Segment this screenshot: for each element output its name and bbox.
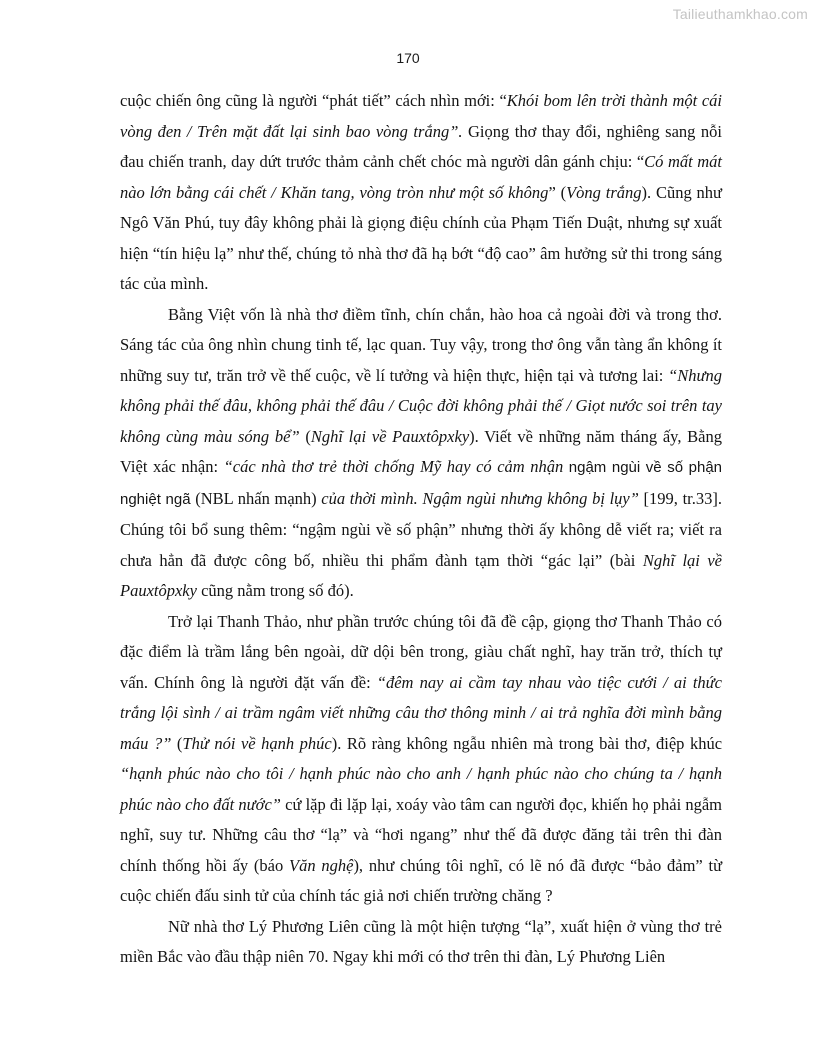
italic-text: Nghĩ lại về Pauxtôpxky (120, 550, 723, 600)
italic-text: Văn nghệ (289, 855, 354, 875)
text-run: ( (171, 733, 183, 753)
text-run: Bằng Việt vốn là nhà thơ điềm tĩnh, chín chắn, hào hoa cả ngoài đời và trong thơ. Sáng tác của ông nhìn chung tinh tế, lạc quan. Tuy vậy, trong thơ ông vẫn tàng ẩn không ít những suy tư, trăn trở về thế cuộc, về lí tưởng và hiện thực, hiện tại và tương lai: (120, 304, 722, 385)
text-run: ). Viết về những năm tháng ấy, Bằng Việt xác nhận: (120, 426, 722, 476)
text-run: (NBL nhấn mạnh) (190, 488, 322, 508)
paragraph-4 (120, 912, 722, 973)
text-run: ). Rõ ràng không ngẫu nhiên mà trong bài thơ, điệp khúc (331, 733, 723, 753)
text-run: cuộc chiến ông cũng là người “phát tiết” cách nhìn mới: “ (120, 91, 507, 110)
text-run: ” ( (548, 182, 567, 202)
italic-text: Nghĩ lại về Pauxtôpxky (310, 426, 470, 446)
text-run: cũng nằm trong số đó). (196, 581, 354, 600)
paragraph-1 (120, 86, 722, 300)
text-run: ). Cũng như Ngô Văn Phú, tuy đây không phải là giọng điệu chính của Phạm Tiến Duật, nhưng sự xuất hiện “tín hiệu lạ” như thế, chúng tỏ nhà thơ đã hạ bớt “độ cao” âm hưởng sử thi trong sáng tác của mình. (120, 182, 722, 293)
italic-text: Có mất mát nào lớn bằng cái chết / Khăn tang, vòng tròn như một số không (120, 152, 722, 202)
text-run: Giọng thơ thay đổi, nghiêng sang nỗi đau chiến tranh, day dứt trước thảm cảnh chết chóc mà người dân gánh chịu: “ (120, 121, 722, 171)
paragraph-2 (120, 300, 722, 607)
italic-text: “hạnh phúc nào cho tôi / hạnh phúc nào cho anh / hạnh phúc nào cho chúng ta / hạnh phúc nào cho đất nước” (120, 764, 722, 814)
italic-text: Vòng trắng (566, 182, 642, 202)
emphasis-text: ngậm ngùi về số phận nghiệt ngã (120, 459, 723, 508)
text-run: [199, tr.33]. Chúng tôi bổ sung thêm: “ngậm ngùi về số phận” nhưng thời ấy không dễ viết ra; viết ra chưa hẳn đã được công bố, nhiều thi phẩm đành tạm thời “gác lại” (bài (120, 488, 722, 570)
italic-text: “Nhưng không phải thế đâu, không phải thế đâu / Cuộc đời không phải thế / Giọt nước soi trên tay không cùng màu sóng bể” (120, 365, 722, 446)
watermark: Tailieuthamkhao.com (672, 6, 808, 22)
italic-text: “các nhà thơ trẻ thời chống Mỹ hay có cảm nhận (223, 457, 564, 476)
italic-text: của thời mình. Ngậm ngùi nhưng không bị lụy” (321, 488, 639, 508)
document-body (120, 86, 722, 973)
text-run: ), như chúng tôi nghĩ, có lẽ nó đã được “bảo đảm” từ cuộc chiến đấu sinh tử của chính tác giả nơi chiến trường chăng ? (120, 855, 723, 905)
italic-text: Thử nói về hạnh phúc (182, 733, 332, 753)
italic-text: “đêm nay ai cầm tay nhau vào tiệc cưới / ai thức trắng lội sình / ai trầm ngâm viết những câu thơ thông minh / ai trả nghĩa đời mình bằng máu ?” (120, 672, 722, 753)
text-run: Trở lại Thanh Thảo, như phần trước chúng tôi đã đề cập, giọng thơ Thanh Thảo có đặc điểm là trầm lắng bên ngoài, dữ dội bên trong, giàu chất nghĩ, hay trăn trở, thích tự vấn. Chính ông là người đặt vấn đề: (120, 611, 722, 692)
italic-text: Khói bom lên trời thành một cái vòng đen / Trên mặt đất lại sinh bao vòng trắng”. (120, 91, 722, 141)
paragraph-3 (120, 607, 722, 912)
page-number: 170 (396, 50, 420, 66)
text-run: ( (299, 426, 311, 446)
text-run: Nữ nhà thơ Lý Phương Liên cũng là một hiện tượng “lạ”, xuất hiện ở vùng thơ trẻ miền Bắc vào đầu thập niên 70. Ngay khi mới có thơ trên thi đàn, Lý Phương Liên (120, 916, 722, 966)
text-run: cứ lặp đi lặp lại, xoáy vào tâm can người đọc, khiến họ phải ngẫm nghĩ, suy tư. Những câu thơ “lạ” và “hơi ngang” như thế đã được đăng tải trên thi đàn chính thống hồi ấy (báo (120, 794, 722, 875)
